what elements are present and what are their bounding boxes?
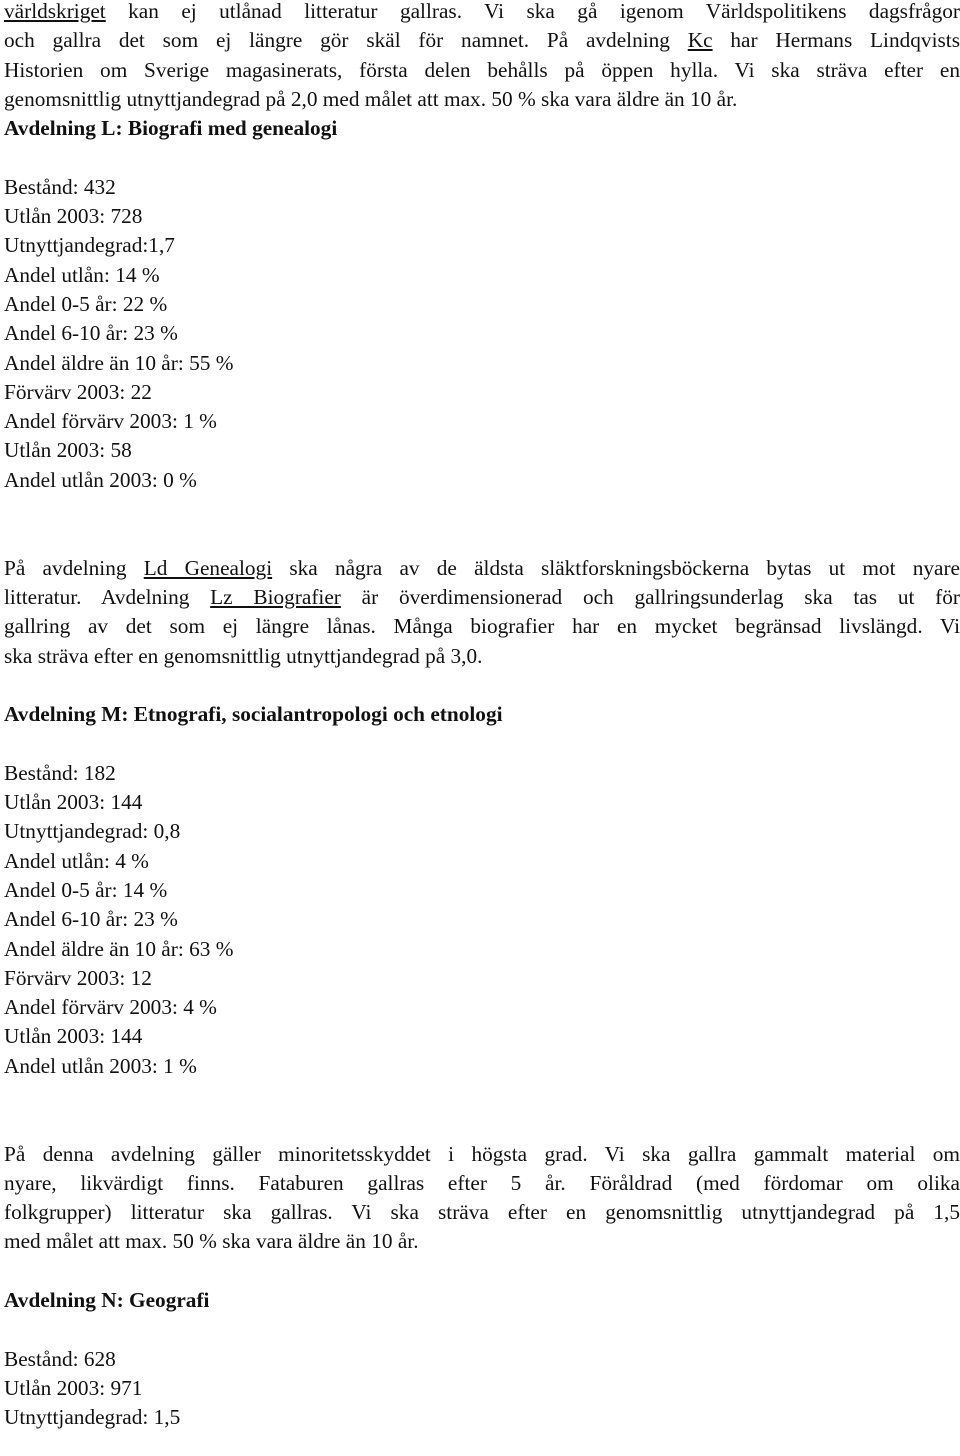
section-m-heading: Avdelning M: Etnografi, socialantropologi och etnologi xyxy=(4,702,503,727)
stat-item: Andel 0-5 år: 14 % xyxy=(4,877,168,902)
paragraph-line: litteratur. Avdelning Lz Biografier är överdimensionerad och gallringsunderlag ska tas ut för xyxy=(4,584,960,609)
paragraph-line: ska sträva efter en genomsnittlig utnyttjandegrad på 3,0. xyxy=(4,643,483,668)
stat-item: Andel utlån 2003: 0 % xyxy=(4,467,197,492)
stat-item: Andel äldre än 10 år: 63 % xyxy=(4,936,234,961)
section-l-stats xyxy=(4,173,960,495)
link-varldskriget[interactable]: världskriget xyxy=(4,0,106,23)
stat-item: Andel 6-10 år: 23 % xyxy=(4,907,178,932)
paragraph-line: folkgrupper) litteratur ska gallras. Vi ska sträva efter en genomsnittlig utnyttjandegrad på 1,5 xyxy=(4,1200,960,1225)
stat-item: Utnyttjandegrad: 0,8 xyxy=(4,819,181,844)
spacer xyxy=(4,1257,960,1286)
section-m-stats xyxy=(4,759,960,1081)
paragraph-line: På denna avdelning gäller minoritetsskyddet i högsta grad. Vi ska gallra gammalt material om xyxy=(4,1141,960,1166)
stat-item: Utlån 2003: 144 xyxy=(4,1024,143,1049)
paragraph-line: gallring av det som ej längre lånas. Många biografier har en mycket begränsad livslängd. Vi xyxy=(4,614,960,639)
stat-item: Utlån 2003: 728 xyxy=(4,204,143,229)
section-n-heading: Avdelning N: Geografi xyxy=(4,1288,210,1313)
intro-line: och gallra det som ej längre gör skäl för namnet. På avdelning Kc har Hermans Lindqvists xyxy=(4,28,960,53)
spacer xyxy=(4,1081,960,1140)
spacer xyxy=(4,495,960,554)
stat-item: Andel förvärv 2003: 4 % xyxy=(4,995,217,1020)
intro-paragraph xyxy=(4,0,960,114)
link-lz-biografier[interactable]: Lz Biografier xyxy=(210,584,341,609)
stat-item: Andel utlån: 4 % xyxy=(4,848,149,873)
stat-item: Andel förvärv 2003: 1 % xyxy=(4,409,217,434)
section-l-paragraph xyxy=(4,554,960,671)
stat-item: Utnyttjandegrad:1,7 xyxy=(4,233,175,258)
stat-item: Utlån 2003: 58 xyxy=(4,438,132,463)
stat-item: Utnyttjandegrad: 1,5 xyxy=(4,1405,181,1430)
stat-item: Bestånd: 432 xyxy=(4,174,116,199)
section-l-heading: Avdelning L: Biografi med genealogi xyxy=(4,116,338,141)
stat-item: Bestånd: 628 xyxy=(4,1346,116,1371)
section-n-stats xyxy=(4,1345,960,1433)
paragraph-line: På avdelning Ld Genealogi ska några av de äldsta släktforskningsböckerna bytas ut mot nyare xyxy=(4,555,960,580)
stat-item: Förvärv 2003: 22 xyxy=(4,379,152,404)
paragraph-line: med målet att max. 50 % ska vara äldre än 10 år. xyxy=(4,1229,419,1254)
spacer xyxy=(4,671,960,700)
stat-item: Utlån 2003: 971 xyxy=(4,1375,143,1400)
intro-line: världskriget kan ej utlånad litteratur gallras. Vi ska gå igenom Världspolitikens dagsfrågor xyxy=(4,0,960,23)
stat-item: Andel utlån: 14 % xyxy=(4,262,160,287)
stat-item: Förvärv 2003: 12 xyxy=(4,965,152,990)
document-page xyxy=(4,0,960,1433)
intro-line: Historien om Sverige magasinerats, första delen behålls på öppen hylla. Vi ska sträva efter en xyxy=(4,57,960,82)
spacer xyxy=(4,1315,960,1344)
spacer xyxy=(4,143,960,172)
intro-line: genomsnittlig utnyttjandegrad på 2,0 med målet att max. 50 % ska vara äldre än 10 år. xyxy=(4,86,738,111)
paragraph-line: nyare, likvärdigt finns. Fataburen gallras efter 5 år. Föråldrad (med fördomar om olika xyxy=(4,1170,960,1195)
stat-item: Andel 0-5 år: 22 % xyxy=(4,291,168,316)
link-kc[interactable]: Kc xyxy=(687,28,713,53)
stat-item: Andel äldre än 10 år: 55 % xyxy=(4,350,234,375)
stat-item: Bestånd: 182 xyxy=(4,760,116,785)
link-ld-genealogi[interactable]: Ld Genealogi xyxy=(143,555,273,580)
stat-item: Andel 6-10 år: 23 % xyxy=(4,321,178,346)
section-m-paragraph xyxy=(4,1140,960,1257)
spacer xyxy=(4,729,960,758)
stat-item: Utlån 2003: 144 xyxy=(4,790,143,815)
stat-item: Andel utlån 2003: 1 % xyxy=(4,1053,197,1078)
